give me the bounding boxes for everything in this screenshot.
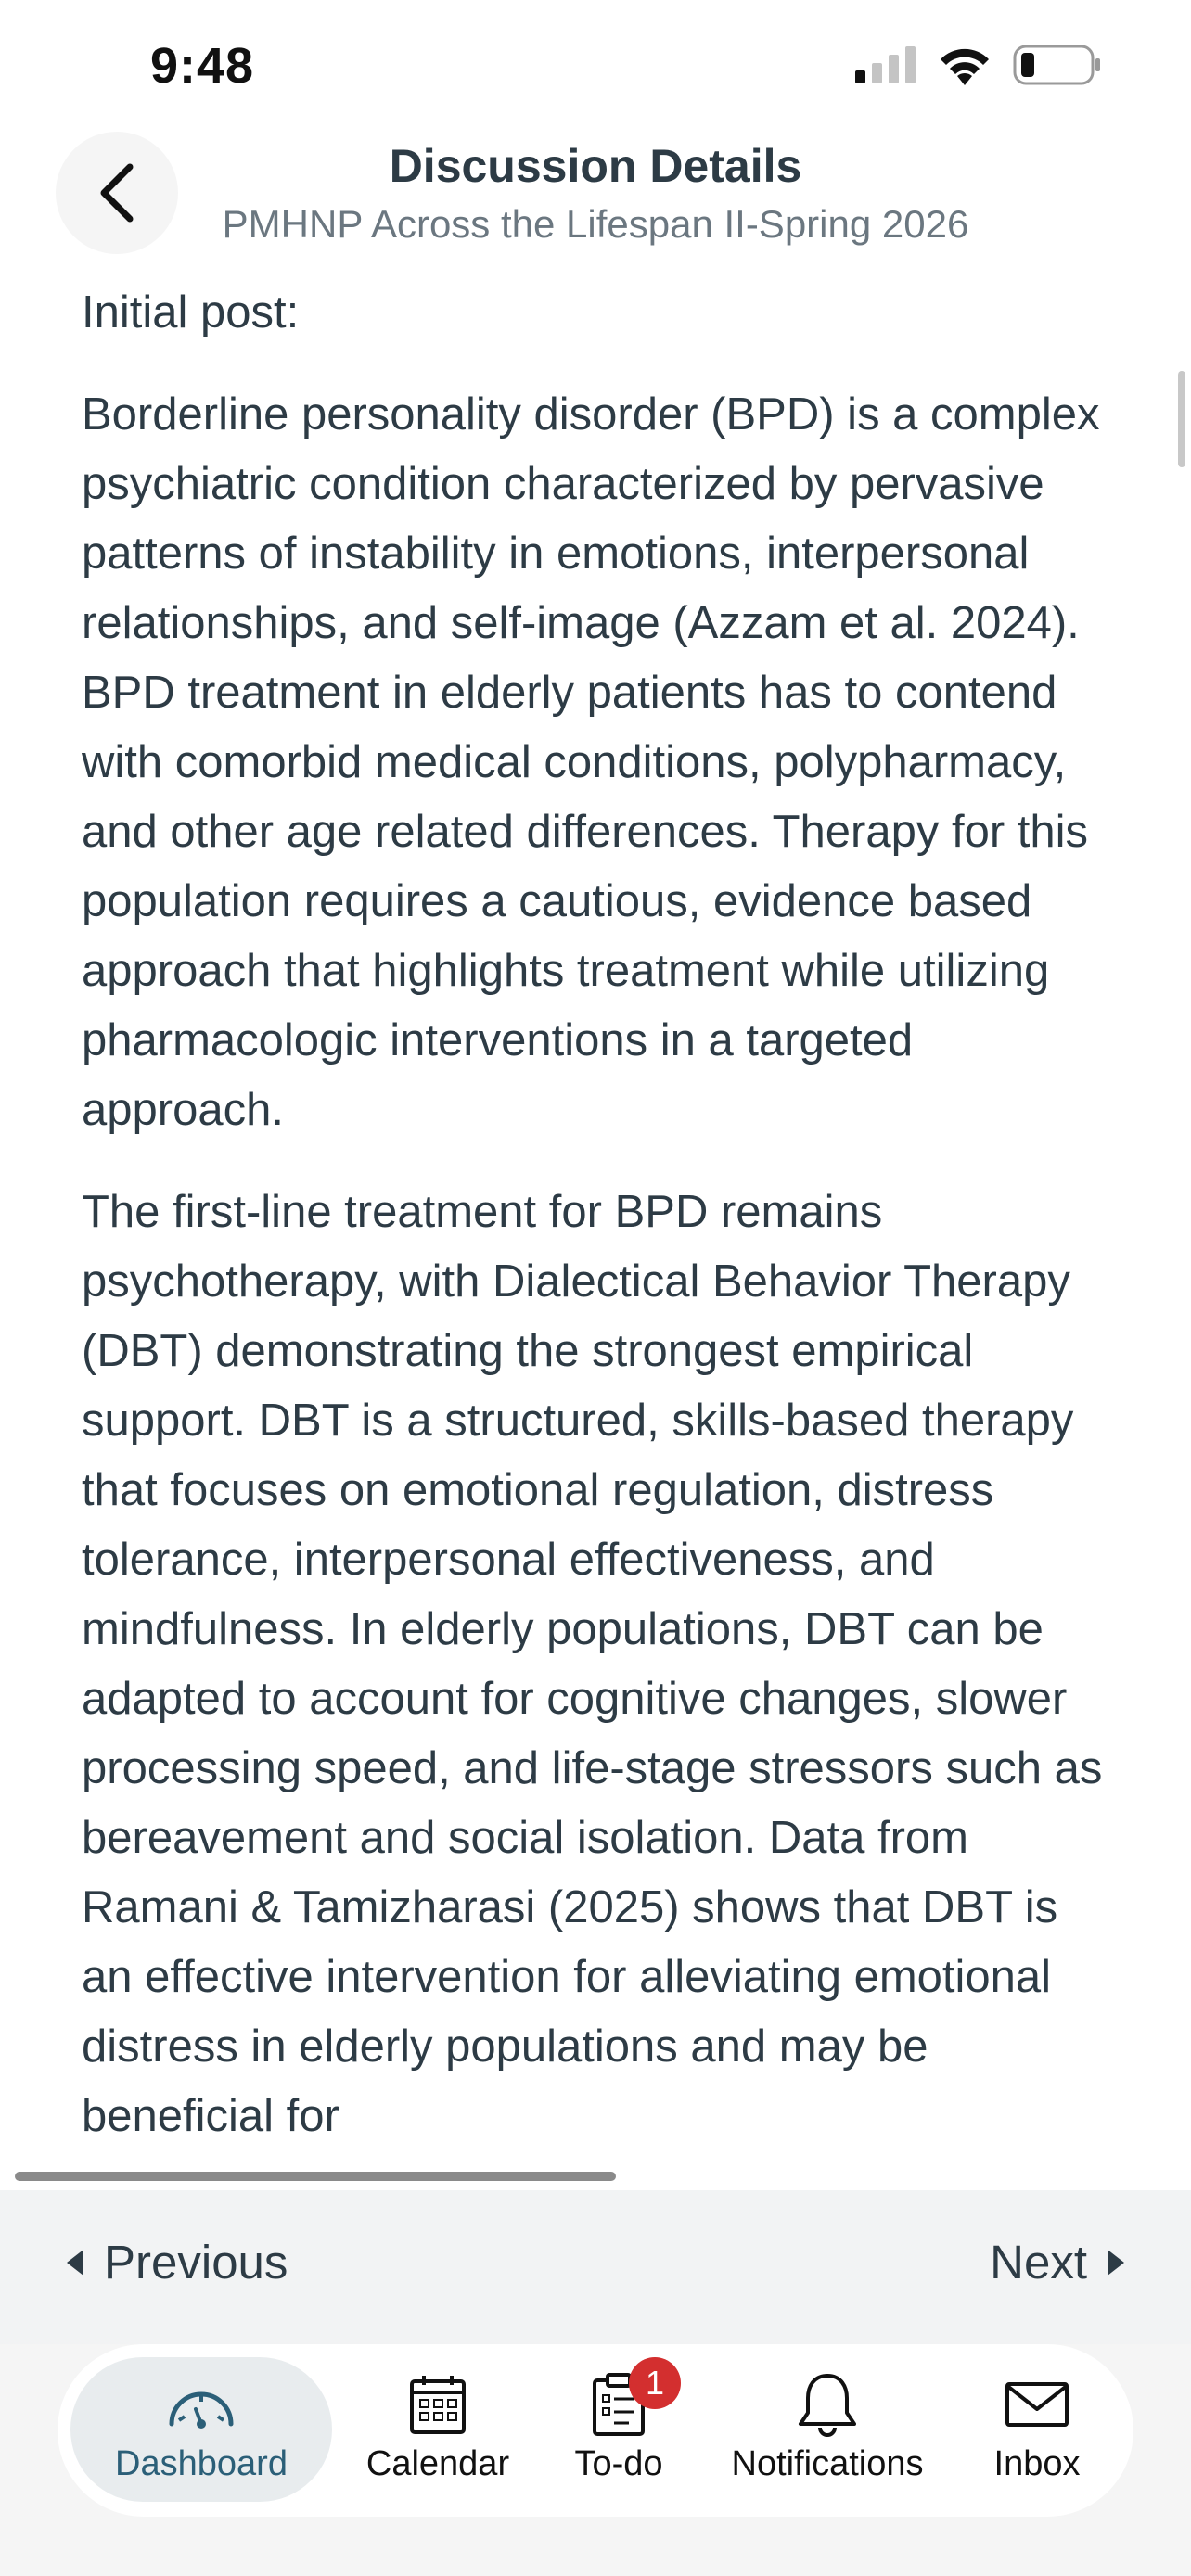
- tab-label: To-do: [574, 2444, 663, 2483]
- tab-label: Inbox: [993, 2444, 1081, 2483]
- page-title: Discussion Details: [389, 140, 802, 192]
- dashboard-gauge-icon: [166, 2379, 237, 2429]
- status-icons: [855, 45, 1102, 85]
- tab-dashboard[interactable]: [70, 2357, 332, 2502]
- tab-notifications[interactable]: [688, 2357, 967, 2502]
- tab-todo[interactable]: [540, 2357, 698, 2502]
- previous-label: Previous: [104, 2236, 288, 2289]
- tab-label: Dashboard: [115, 2444, 288, 2483]
- post-paragraph: The first-line treatment for BPD remains psychotherapy, with Dialectical Behavior Therapy (DBT) demonstrating the strongest empirical support. DBT is a structured, skills-based therapy that focuses on emotional regulation, distress tolerance, interpersonal effectiveness, and mindfulness. In elderly populations, DBT can be adapted to account for cognitive changes, slower processing speed, and life-stage stressors such as bereavement and social isolation. Data from Ramani & Tamizharasi (2025) shows that DBT is an effective intervention for alleviating emotional distress in elderly populations and may be beneficial for: [82, 1187, 1103, 2141]
- course-subtitle: PMHNP Across the Lifespan II-Spring 2026: [222, 202, 969, 246]
- tab-calendar[interactable]: [345, 2357, 531, 2502]
- caret-left-icon: [67, 2250, 83, 2276]
- caret-right-icon: [1108, 2250, 1124, 2276]
- pager-bar: [0, 2190, 1191, 2344]
- battery-icon: [1013, 45, 1102, 85]
- status-bar: [0, 0, 1191, 130]
- previous-button[interactable]: [67, 2235, 288, 2289]
- tab-bar: [58, 2344, 1133, 2517]
- tab-inbox[interactable]: [954, 2357, 1121, 2502]
- discussion-content[interactable]: [82, 278, 1111, 2188]
- next-label: Next: [990, 2236, 1087, 2289]
- horizontal-scrollbar[interactable]: [15, 2172, 616, 2181]
- todo-count-badge: 1: [629, 2357, 681, 2409]
- navigation-header: [0, 130, 1191, 269]
- cellular-signal-icon: [855, 46, 916, 83]
- tab-label: Calendar: [365, 2444, 510, 2483]
- status-time: 9:48: [150, 38, 255, 94]
- wifi-icon: [937, 45, 992, 85]
- vertical-scrollbar[interactable]: [1178, 371, 1185, 467]
- tab-label: Notifications: [731, 2444, 924, 2483]
- tab-bar-container: [0, 2344, 1191, 2576]
- bell-icon: [797, 2372, 858, 2437]
- post-paragraph: Borderline personality disorder (BPD) is a complex psychiatric condition characterized by pervasive patterns of instability in emotions, interpersonal relationships, and self-image (Azzam et al. 2024). BPD treatment in elderly patients has to contend with comorbid medical conditions, polypharmacy, and other age related differences. Therapy for this population requires a cautious, evidence based approach that highlights treatment while utilizing pharmacologic interventions in a targeted approach.: [82, 389, 1100, 1135]
- envelope-icon: [1005, 2381, 1069, 2428]
- calendar-icon: [409, 2374, 467, 2435]
- initial-post-label: Initial post:: [82, 287, 300, 338]
- next-button[interactable]: [990, 2235, 1124, 2289]
